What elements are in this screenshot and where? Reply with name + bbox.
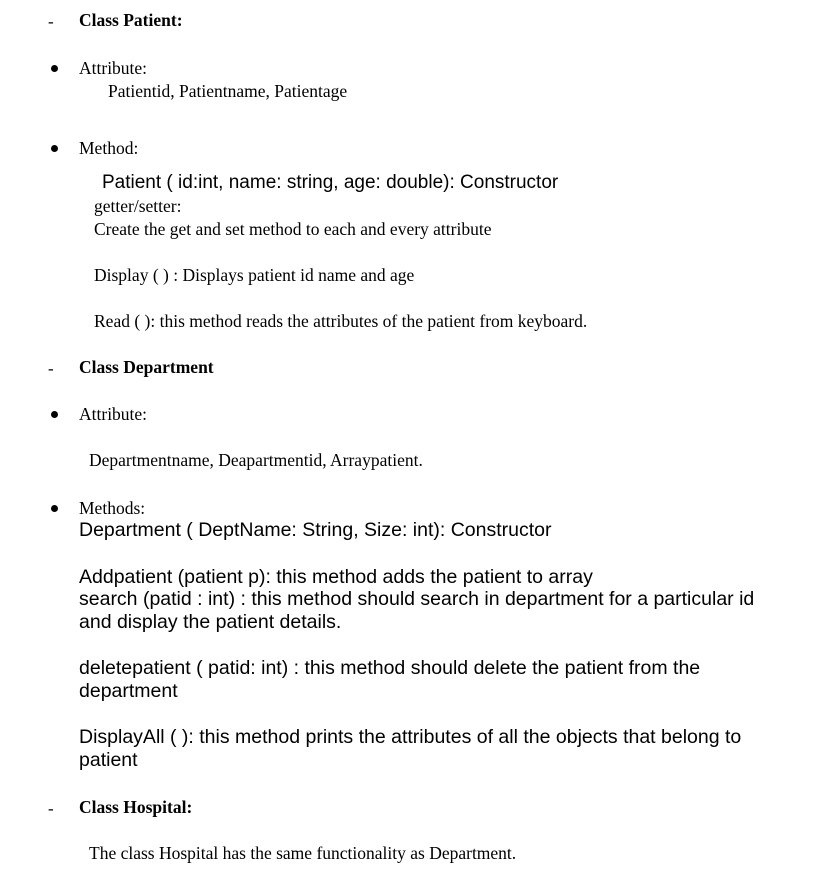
list-dash: - <box>48 799 54 818</box>
patient-getset-description: Create the get and set method to each and every attribute <box>94 219 492 239</box>
department-delete-method-cont: department <box>79 680 178 702</box>
list-dash: - <box>48 359 54 378</box>
department-search-method-cont: and display the patient details. <box>79 611 342 633</box>
patient-constructor: Patient ( id:int, name: string, age: double): Constructor <box>102 172 559 193</box>
patient-attributes: Patientid, Patientname, Patientage <box>108 81 348 101</box>
patient-attribute-label: Attribute: <box>79 58 148 78</box>
department-attributes: Departmentname, Deapartmentid, Arraypatient. <box>89 450 423 470</box>
department-displayall-method-cont: patient <box>79 749 138 771</box>
bullet-icon <box>51 145 58 152</box>
department-addpatient-method: Addpatient (patient p): this method adds the patient to array <box>79 566 593 588</box>
bullet-icon <box>51 65 58 72</box>
patient-method-label: Method: <box>79 138 139 158</box>
department-methods-label: Methods: <box>79 498 146 518</box>
bullet-icon <box>51 505 58 512</box>
list-dash: - <box>48 12 54 31</box>
department-search-method: search (patid : int) : this method should search in department for a particular id <box>79 588 755 610</box>
hospital-description: The class Hospital has the same functionality as Department. <box>89 843 517 863</box>
hospital-class-heading: Class Hospital: <box>79 797 193 817</box>
department-delete-method: deletepatient ( patid: int) : this method should delete the patient from the <box>79 657 701 679</box>
department-class-heading: Class Department <box>79 357 214 377</box>
department-constructor: Department ( DeptName: String, Size: int): Constructor <box>79 519 552 541</box>
patient-class-heading: Class Patient: <box>79 10 183 30</box>
patient-getter-setter: getter/setter: <box>94 196 182 216</box>
bullet-icon <box>51 411 58 418</box>
department-displayall-method: DisplayAll ( ): this method prints the attributes of all the objects that belong to <box>79 726 742 748</box>
patient-read-method: Read ( ): this method reads the attributes of the patient from keyboard. <box>94 311 588 331</box>
patient-display-method: Display ( ) : Displays patient id name and age <box>94 265 415 285</box>
department-attribute-label: Attribute: <box>79 404 148 424</box>
